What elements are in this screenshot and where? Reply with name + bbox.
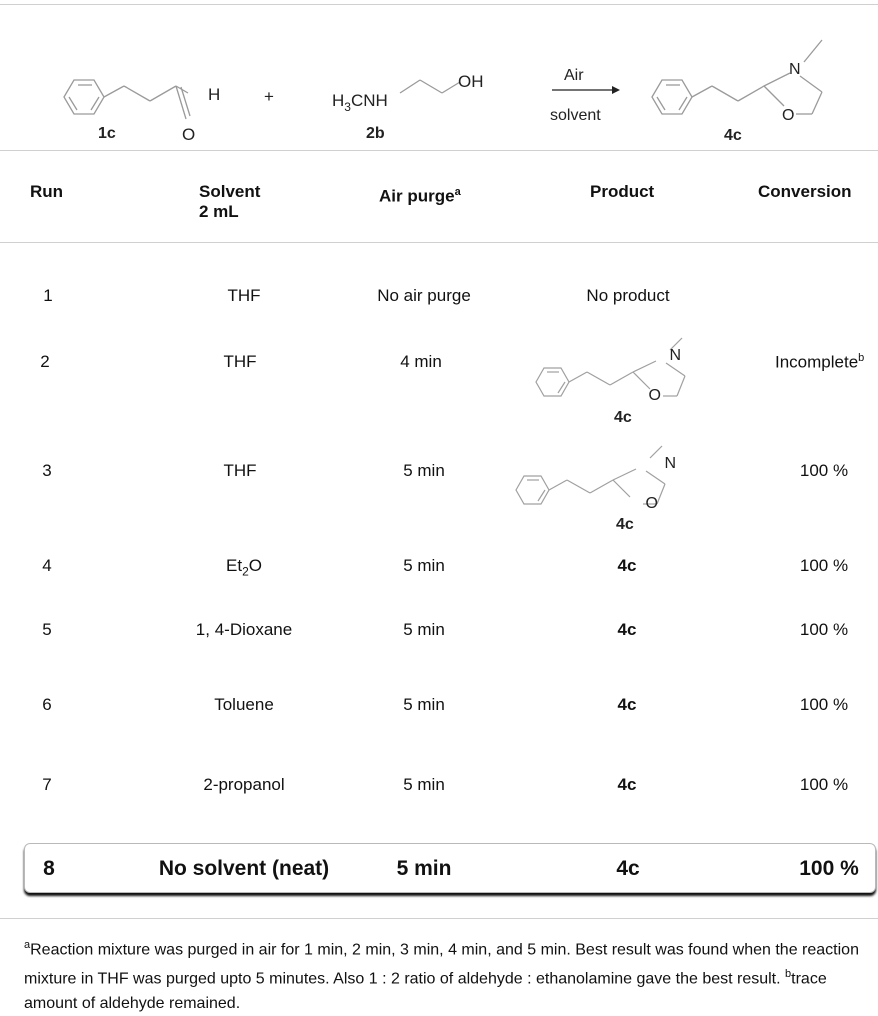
row3-solvent: THF [223, 461, 257, 480]
top-rule [0, 4, 878, 5]
row7-air: 5 min [403, 775, 445, 794]
row7-conversion: 100 % [799, 775, 849, 794]
scheme-label-4c: 4c [724, 127, 742, 144]
row3-product-o: O [645, 495, 658, 512]
header-run: Run [30, 182, 64, 201]
row2-conversion: Incomplete$^b$ [775, 352, 865, 372]
row2-product-structure [530, 336, 720, 428]
row1-run: 1 [43, 286, 53, 305]
row8-product: 4c [616, 857, 640, 880]
row7-run: 7 [42, 775, 52, 794]
row1-solvent: THF [227, 286, 261, 305]
row8-conversion: 100 % [799, 857, 859, 880]
header-conversion: Conversion [758, 182, 852, 201]
footnote-rule [0, 918, 878, 919]
row2-run: 2 [40, 352, 50, 371]
row4-product: 4c [617, 556, 637, 575]
row4-solvent: $Et_2O$ [226, 556, 262, 579]
row3-run: 3 [42, 461, 52, 480]
row4-conversion: 100 % [799, 556, 849, 575]
best-result-row [24, 843, 876, 893]
row6-solvent: Toluene [214, 695, 274, 714]
row2-solvent: THF [223, 352, 257, 371]
row5-air: 5 min [403, 620, 445, 639]
scheme-plus: + [264, 87, 274, 106]
row3-air: 5 min [403, 461, 445, 480]
row5-run: 5 [42, 620, 52, 639]
row6-product: 4c [617, 695, 637, 714]
reaction-scheme-drawing [0, 6, 878, 151]
header-air-purge: Air purge$^a$ [379, 186, 461, 206]
row2-product-o: O [648, 387, 661, 404]
row2-air: 4 min [400, 352, 442, 371]
row5-product: 4c [617, 620, 637, 639]
row6-run: 6 [42, 695, 52, 714]
reaction-scheme [0, 6, 878, 151]
row4-run: 4 [42, 556, 52, 575]
header-product: Product [590, 182, 655, 201]
scheme-product-n: N [789, 61, 801, 78]
row2-product-n: N [669, 347, 681, 364]
scheme-amine-oh: OH [458, 72, 484, 91]
row3-product-n: N [664, 455, 676, 472]
scheme-arrow-top: Air [564, 67, 584, 84]
row2-product-label: 4c [614, 409, 632, 426]
row7-solvent: 2-propanol [203, 775, 285, 794]
scheme-aldehyde-h: H [208, 85, 221, 104]
row6-conversion: 100 % [799, 695, 849, 714]
scheme-rule [0, 150, 878, 151]
row3-product-label: 4c [616, 516, 634, 533]
scheme-arrow-bottom: solvent [550, 107, 601, 124]
scheme-aldehyde-o: O [182, 125, 196, 144]
footnote: $^a$Reaction mixture was purged in air for 1 min, 2 min, 3 min, 4 min, and 5 min. Best result was found when the reaction mixture in THF was purged upto 5 minutes. Also 1 : 2 ratio of aldehyde : ethanolamine gave the best result. $^b$trace amount of aldehyde remained. [24, 939, 859, 1012]
row8-solvent: No solvent (neat) [158, 857, 330, 880]
row3-conversion: 100 % [799, 461, 849, 480]
row7-product: 4c [617, 775, 637, 794]
header-rule [0, 242, 878, 243]
row8-run: 8 [43, 857, 55, 880]
scheme-product-o: O [782, 107, 795, 124]
row2-product-drawing [530, 336, 720, 428]
row5-conversion: 100 % [799, 620, 849, 639]
scheme-label-2b: 2b [366, 125, 385, 142]
row3-product-structure [510, 444, 700, 536]
row6-air: 5 min [403, 695, 445, 714]
row4-air: 5 min [403, 556, 445, 575]
row1-product: No product [586, 286, 670, 305]
row8-air: 5 min [396, 857, 452, 880]
scheme-amine-formula: $H_3CNH$ [332, 91, 388, 114]
header-solvent: Solvent 2 mL [199, 182, 261, 221]
row1-air: No air purge [377, 286, 471, 305]
row3-product-drawing [510, 444, 700, 536]
row5-solvent: 1, 4-Dioxane [195, 620, 293, 639]
scheme-label-1c: 1c [98, 125, 116, 142]
